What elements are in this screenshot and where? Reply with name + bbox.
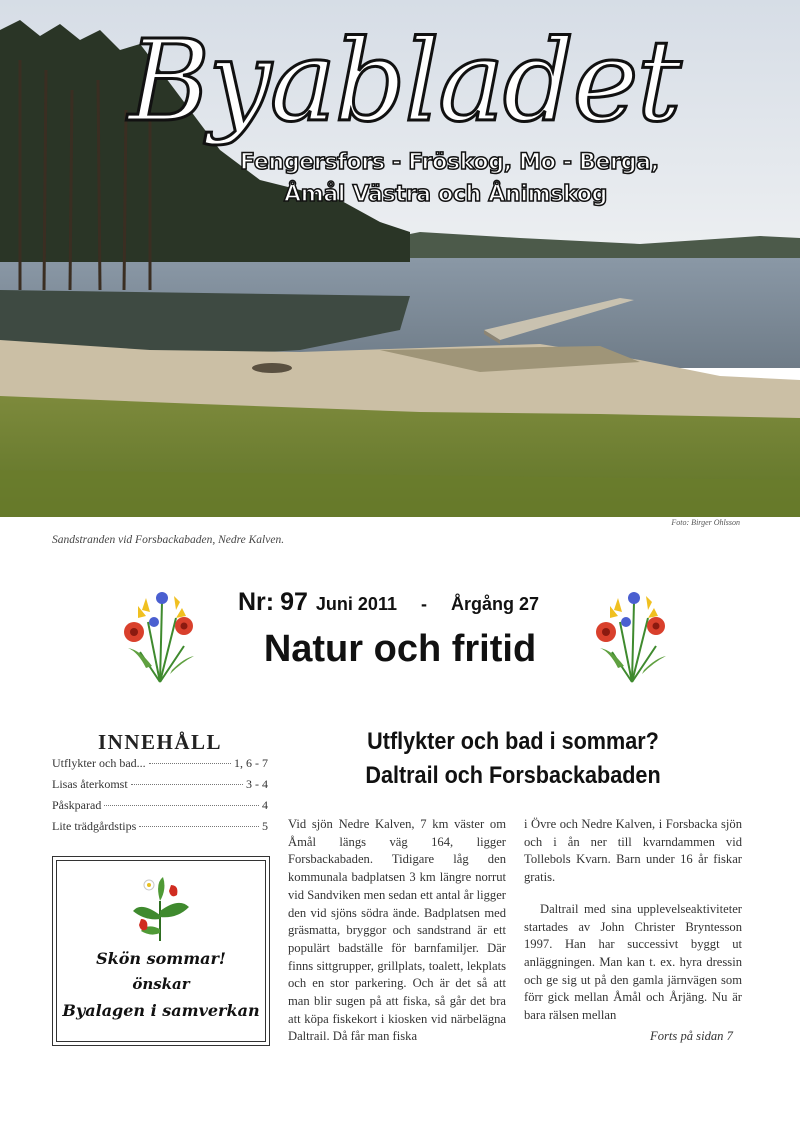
contents-item-pages: 5: [262, 819, 268, 833]
continued-on-page-link[interactable]: Forts på sidan 7: [650, 1029, 733, 1043]
leader-dots: [139, 826, 259, 827]
photo-caption: Sandstranden vid Forsbackabaden, Nedre Kalven.: [52, 534, 285, 546]
issue-separator: -: [420, 594, 427, 614]
issue-theme-title: Natur och fritid: [263, 628, 537, 670]
leader-dots: [131, 784, 243, 785]
masthead-subtitle-line2: Åmål Västra och Ånimskog: [284, 182, 608, 207]
article-paragraph: Daltrail med sina upplevelseaktiviteter startades av John Christer Bryntesson 1997. Han har successivt byggt ut anläggningen. Man kan t. ex. hyra dressin och ge sig ut på den gamla järnvägen som förr gick mellan Åmål och Årjäng. Nu är bara rälsen mellan: [524, 901, 742, 1023]
contents-item[interactable]: [52, 756, 268, 777]
photo-credit: Foto: Birger Ohlsson: [671, 518, 740, 527]
masthead-subtitle-line1: Fengersfors - Fröskog, Mo - Berga,: [240, 150, 659, 175]
table-of-contents: [52, 756, 268, 840]
contents-item[interactable]: [52, 819, 268, 840]
issue-number: 97: [280, 588, 308, 616]
greeting-line1: Skön sommar!: [96, 949, 226, 968]
contents-item[interactable]: [52, 798, 268, 819]
greeting-line2: önskar: [132, 975, 190, 993]
article-subheadline: Daltrail och Forsbackabaden: [365, 762, 661, 789]
strawberry-plant-icon: [127, 871, 193, 945]
article-paragraph: i Övre och Nedre Kalven, i Forsbacka sjön och i ån ner till kvarndammen vid Tollebols Kvarn. Barn under 16 år fiskar gratis.: [524, 817, 742, 885]
contents-item-pages: 3 - 4: [246, 777, 268, 791]
greeting-line3: Byalagen i samverkan: [62, 1001, 260, 1020]
leader-dots: [104, 805, 259, 806]
issue-number-label: Nr:: [238, 588, 275, 616]
issue-date: Juni 2011: [315, 594, 397, 614]
greeting-box: [52, 856, 270, 1046]
article-column-1: Vid sjön Nedre Kalven, 7 km väster om Åmål längs väg 164, ligger Forsbackabaden. Tidigare låg den kommunala badplatsen 3 km längre norrut vid Sandviken men sedan ett antal år ligger den vid sjöns södra ände. Badplatsen med gräsmatta, bryggor och sandstrand är ett populärt badställe för barnfamiljer. Där finns sittgrupper, grillplats, toalett, lekplats och en stor parkering. Och är det så att man blir sugen på att fiska, så går det bra att köpa fiskekort i kiosken vid närbelägna Daltrail. Då får man fiska: [288, 817, 506, 1044]
masthead-title: Byabladet: [128, 17, 680, 147]
contents-item-title: Lite trädgårdstips: [52, 819, 137, 833]
contents-item-pages: 1, 6 - 7: [234, 756, 268, 770]
contents-item-title: Lisas återkomst: [52, 777, 128, 791]
contents-item[interactable]: [52, 777, 268, 798]
article-column-2: [524, 816, 742, 1025]
article-headline: Utflykter och bad i sommar?: [367, 728, 659, 755]
contents-item-pages: 4: [262, 798, 268, 812]
contents-heading: INNEHÅLL: [98, 730, 223, 754]
contents-item-title: Utflykter och bad...: [52, 756, 146, 770]
issue-info: [238, 588, 539, 617]
leader-dots: [149, 763, 231, 764]
contents-item-title: Påskparad: [52, 798, 102, 812]
cover-photo: [0, 0, 800, 517]
issue-volume: Årgång 27: [450, 594, 540, 614]
masthead: [128, 17, 688, 147]
